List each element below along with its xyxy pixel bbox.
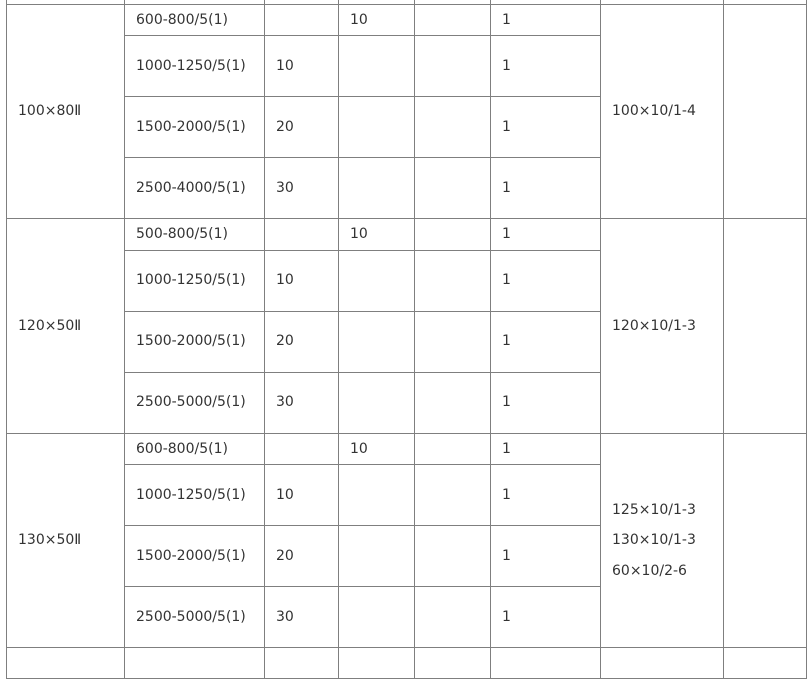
value-cell — [415, 4, 491, 36]
value-cell — [265, 648, 339, 679]
value-cell: 20 — [265, 311, 339, 372]
value-cell: 1 — [491, 372, 601, 433]
empty-cell — [724, 648, 807, 679]
value-cell: 1 — [491, 250, 601, 311]
table-row — [7, 648, 807, 679]
value-cell: 1 — [491, 97, 601, 158]
value-cell — [339, 648, 415, 679]
ratio-cell — [125, 648, 265, 679]
table-row — [7, 4, 807, 36]
value-cell — [415, 311, 491, 372]
table-row — [7, 219, 807, 251]
ratio-cell: 1500-2000/5(1) — [125, 311, 265, 372]
value-cell — [265, 433, 339, 465]
value-cell: 30 — [265, 587, 339, 648]
value-cell: 1 — [491, 36, 601, 97]
value-cell — [415, 97, 491, 158]
value-cell: 1 — [491, 4, 601, 36]
ratio-cell: 2500-4000/5(1) — [125, 158, 265, 219]
ratio-cell: 1000-1250/5(1) — [125, 250, 265, 311]
model-cell — [7, 648, 125, 679]
value-cell: 1 — [491, 433, 601, 465]
value-cell: 10 — [265, 250, 339, 311]
value-cell — [339, 526, 415, 587]
value-cell — [415, 587, 491, 648]
model-cell: 100×80Ⅱ — [7, 4, 125, 219]
ratio-cell: 1500-2000/5(1) — [125, 97, 265, 158]
value-cell: 10 — [339, 4, 415, 36]
value-cell: 30 — [265, 372, 339, 433]
empty-cell — [724, 433, 807, 648]
value-cell — [339, 158, 415, 219]
ratio-cell: 1000-1250/5(1) — [125, 465, 265, 526]
value-cell — [415, 250, 491, 311]
table-row — [7, 433, 807, 465]
ratio-cell: 500-800/5(1) — [125, 219, 265, 251]
value-cell — [415, 158, 491, 219]
value-cell — [339, 587, 415, 648]
value-cell: 1 — [491, 587, 601, 648]
value-cell — [265, 4, 339, 36]
ratio-cell: 2500-5000/5(1) — [125, 587, 265, 648]
value-cell — [265, 219, 339, 251]
value-cell — [415, 36, 491, 97]
bus-cell: 100×10/1-4 — [601, 4, 724, 219]
value-cell — [415, 526, 491, 587]
empty-cell — [724, 219, 807, 434]
value-cell: 20 — [265, 97, 339, 158]
value-cell — [415, 372, 491, 433]
value-cell — [491, 648, 601, 679]
value-cell: 1 — [491, 219, 601, 251]
bus-cell: 125×10/1-3 130×10/1-3 60×10/2-6 — [601, 433, 724, 648]
bus-cell: 120×10/1-3 — [601, 219, 724, 434]
value-cell: 10 — [339, 219, 415, 251]
value-cell — [339, 36, 415, 97]
value-cell: 1 — [491, 158, 601, 219]
value-cell — [339, 250, 415, 311]
bus-cell — [601, 648, 724, 679]
spec-table — [6, 0, 807, 679]
value-cell — [415, 433, 491, 465]
model-cell: 130×50Ⅱ — [7, 433, 125, 648]
value-cell: 1 — [491, 465, 601, 526]
empty-cell — [724, 4, 807, 219]
value-cell: 20 — [265, 526, 339, 587]
value-cell — [339, 311, 415, 372]
value-cell: 10 — [265, 465, 339, 526]
ratio-cell: 1000-1250/5(1) — [125, 36, 265, 97]
value-cell — [415, 219, 491, 251]
value-cell — [415, 648, 491, 679]
value-cell: 30 — [265, 158, 339, 219]
model-cell: 120×50Ⅱ — [7, 219, 125, 434]
ratio-cell: 600-800/5(1) — [125, 4, 265, 36]
value-cell: 1 — [491, 311, 601, 372]
value-cell: 10 — [265, 36, 339, 97]
value-cell: 10 — [339, 433, 415, 465]
value-cell — [339, 465, 415, 526]
ratio-cell: 2500-5000/5(1) — [125, 372, 265, 433]
ratio-cell: 600-800/5(1) — [125, 433, 265, 465]
ratio-cell: 1500-2000/5(1) — [125, 526, 265, 587]
value-cell: 1 — [491, 526, 601, 587]
value-cell — [339, 372, 415, 433]
value-cell — [339, 97, 415, 158]
value-cell — [415, 465, 491, 526]
